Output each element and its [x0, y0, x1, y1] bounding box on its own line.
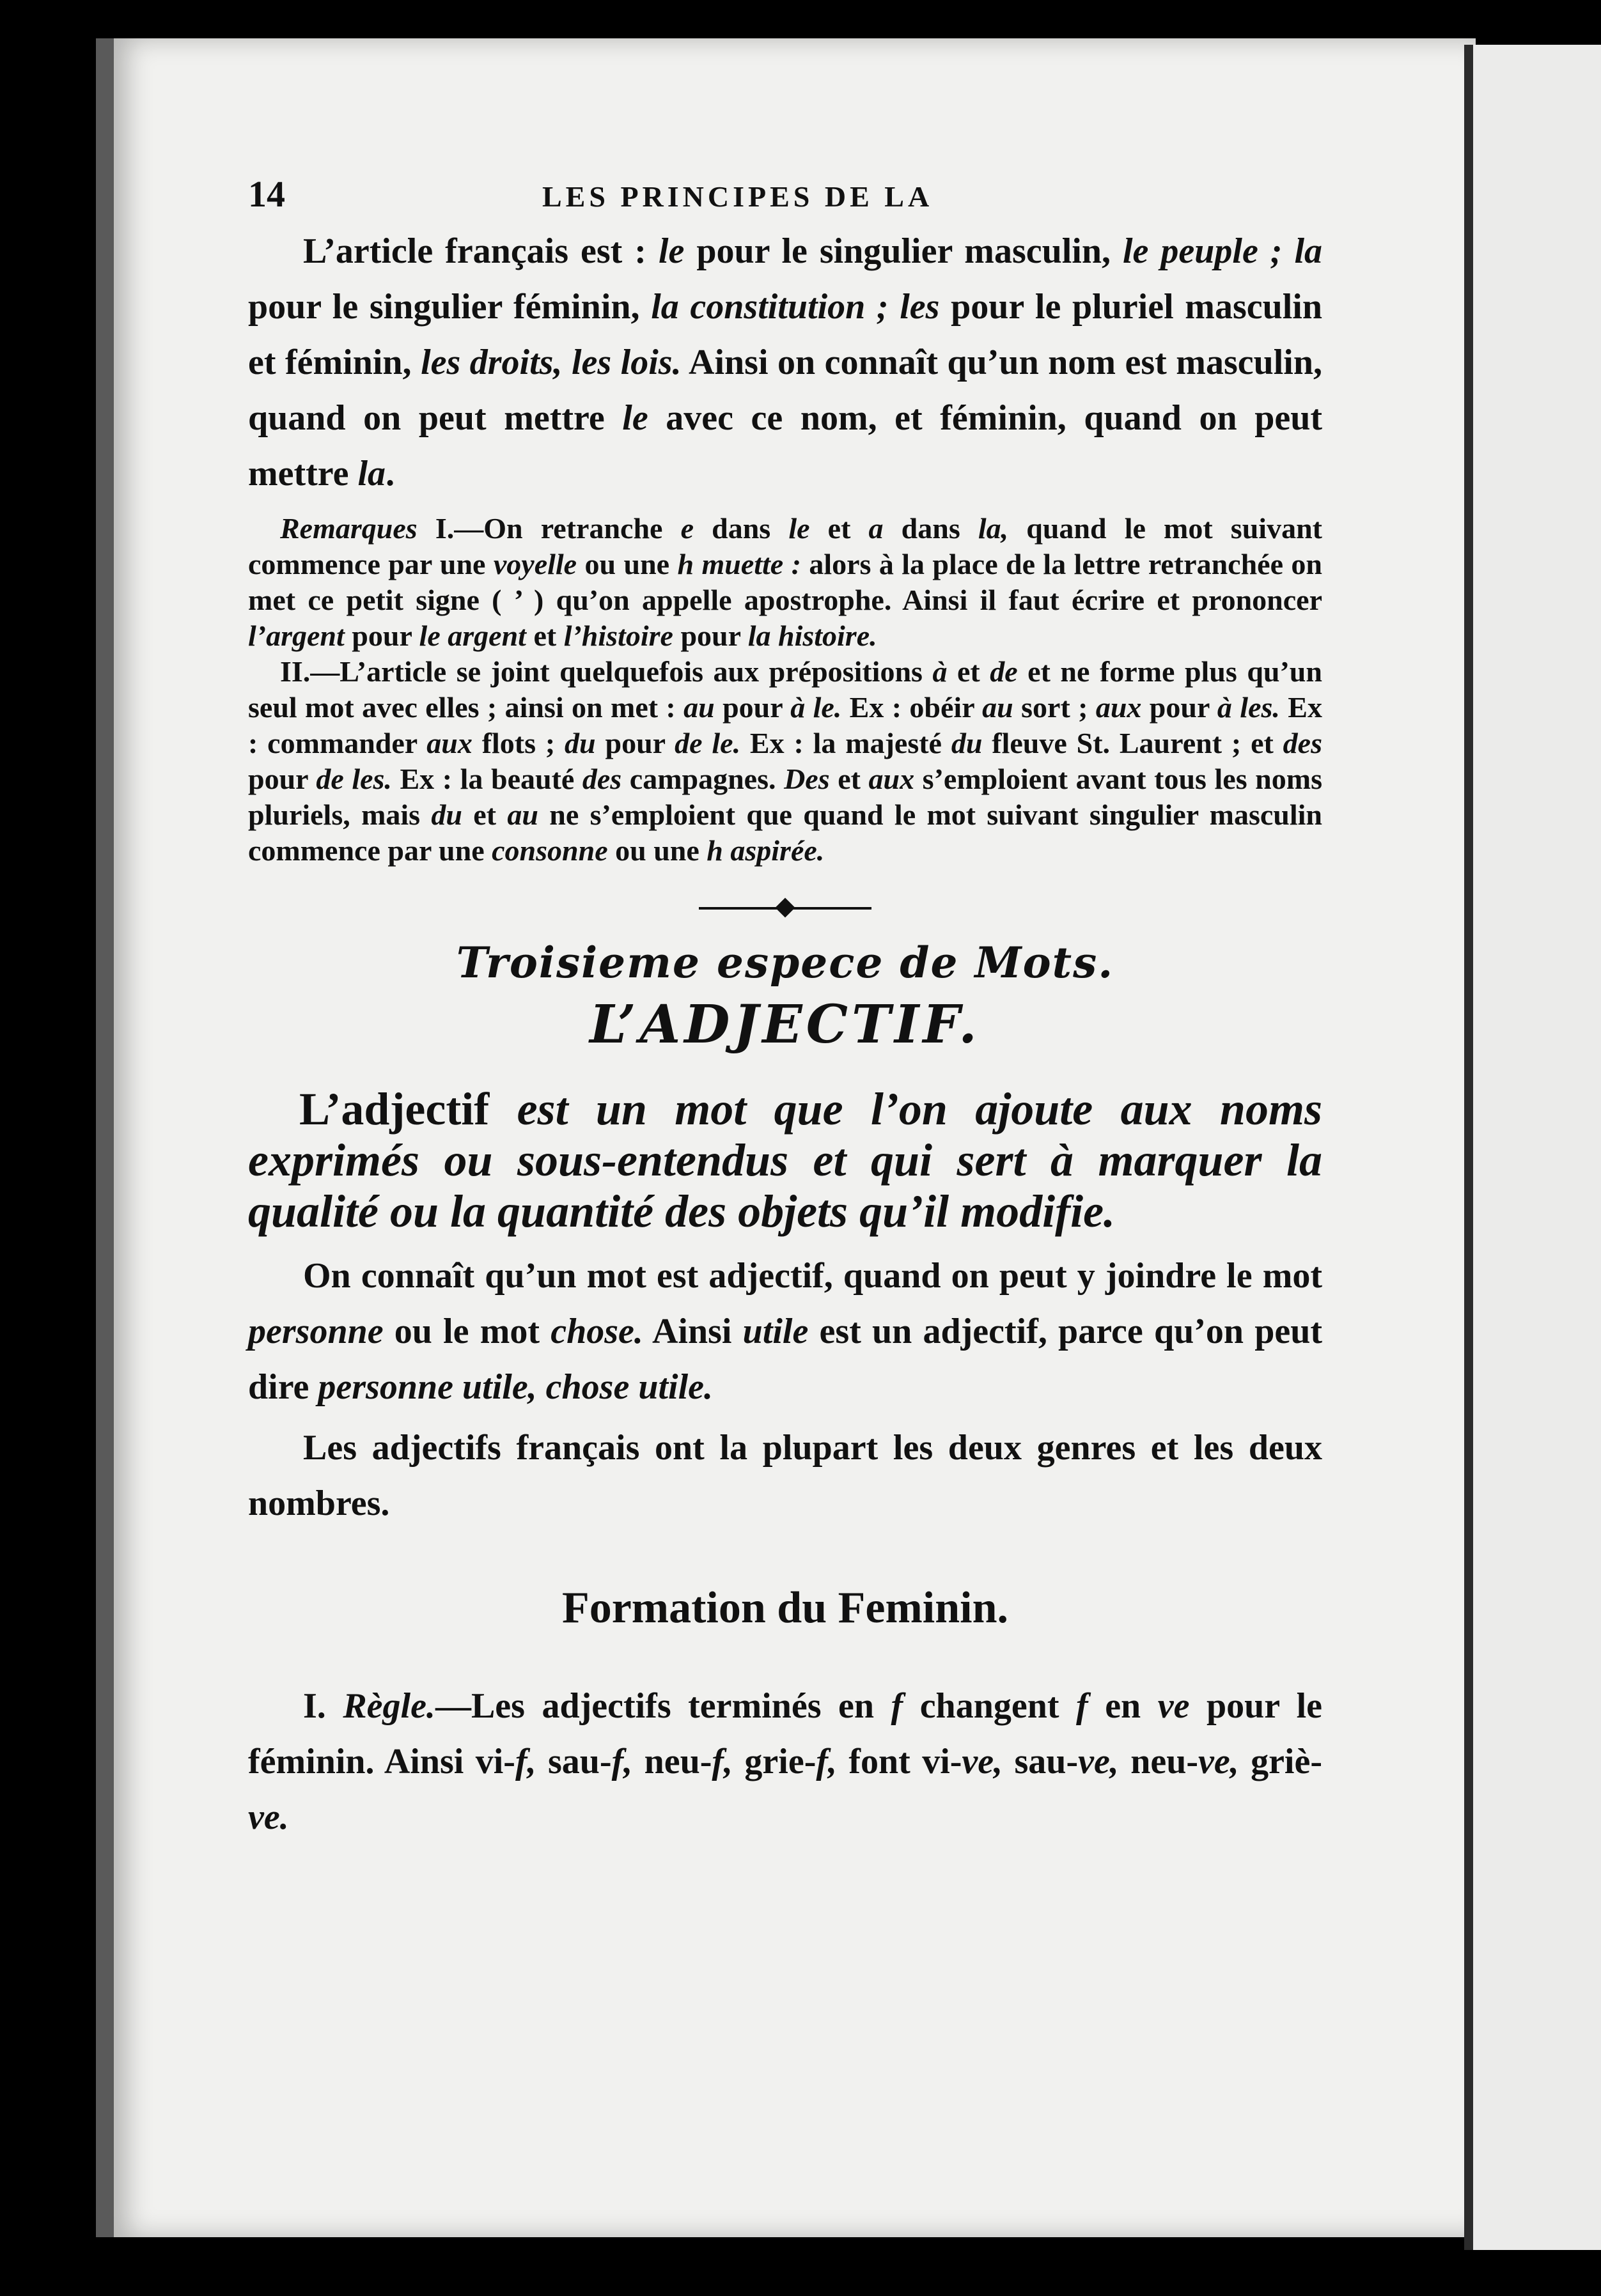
remark-one: Remarques I.—On retranche e dans le et a dans la, quand le mot suivant commence par une voyelle ou une h muette : alors à la place de la lettre retranchée on met ce petit signe ( ’ ) qu’on appelle apostrophe. Ainsi il faut écrire et prononcer l’argent pour le argent et l’histoire pour la histoire. — [248, 512, 1322, 652]
adjective-test-paragraph: On connaît qu’un mot est adjectif, quand on peut y joindre le mot personne ou le mot chose. Ainsi utile est un adjectif, parce qu’on peut dire personne utile, chose utile. — [248, 1256, 1323, 1407]
section-divider — [699, 907, 871, 910]
page-content — [248, 173, 1322, 1845]
formation-heading: Formation du Feminin. — [561, 1583, 1009, 1633]
page-header — [248, 173, 1322, 224]
gender-number-paragraph: Les adjectifs français ont la plupart les deux genres et les deux nombres. — [248, 1428, 1322, 1523]
article-paragraph: L’article français est : le pour le singulier masculin, le peuple ; la pour le singulier féminin, la constitution ; les pour le pluriel masculin et féminin, les droits, les lois. Ainsi on connaît qu’un nom est masculin, quand on peut mettre le avec ce nom, et féminin, quand on peut mettre la. — [248, 231, 1323, 493]
section-heading: Troisieme espece de Mots. — [456, 938, 1114, 988]
book-page — [96, 38, 1476, 2237]
adjective-definition: L’adjectif est un mot que l’on ajoute aux noms exprimés ou sous-entendus et qui sert à marquer la qualité ou la quantité des objets qu’il modifie. — [248, 1083, 1322, 1237]
remark-two: II.—L’article se joint quelquefois aux prépositions à et de et ne forme plus qu’un seul mot avec elles ; ainsi on met : au pour à le. Ex : obéir au sort ; aux pour à les. Ex : commander aux flots ; du pour de le. Ex : la majesté du fleuve St. Laurent ; et des pour de les. Ex : la beauté des campagnes. Des et aux s’emploient avant tous les noms pluriels, mais du et au ne s’emploient que quand le mot suivant singulier masculin commence par une consonne ou une h aspirée. — [248, 655, 1322, 867]
running-head: LES PRINCIPES DE LA — [542, 180, 933, 213]
facing-page-edge — [1464, 45, 1601, 2250]
page-number: 14 — [248, 173, 285, 215]
chapter-title: L’ADJECTIF. — [590, 994, 981, 1055]
rule-one-paragraph: I. Règle.—Les adjectifs terminés en f changent f en ve pour le féminin. Ainsi vi-f, sau-f, neu-f, grie-f, font vi-ve, sau-ve, neu-ve, griè-ve. — [248, 1686, 1323, 1837]
